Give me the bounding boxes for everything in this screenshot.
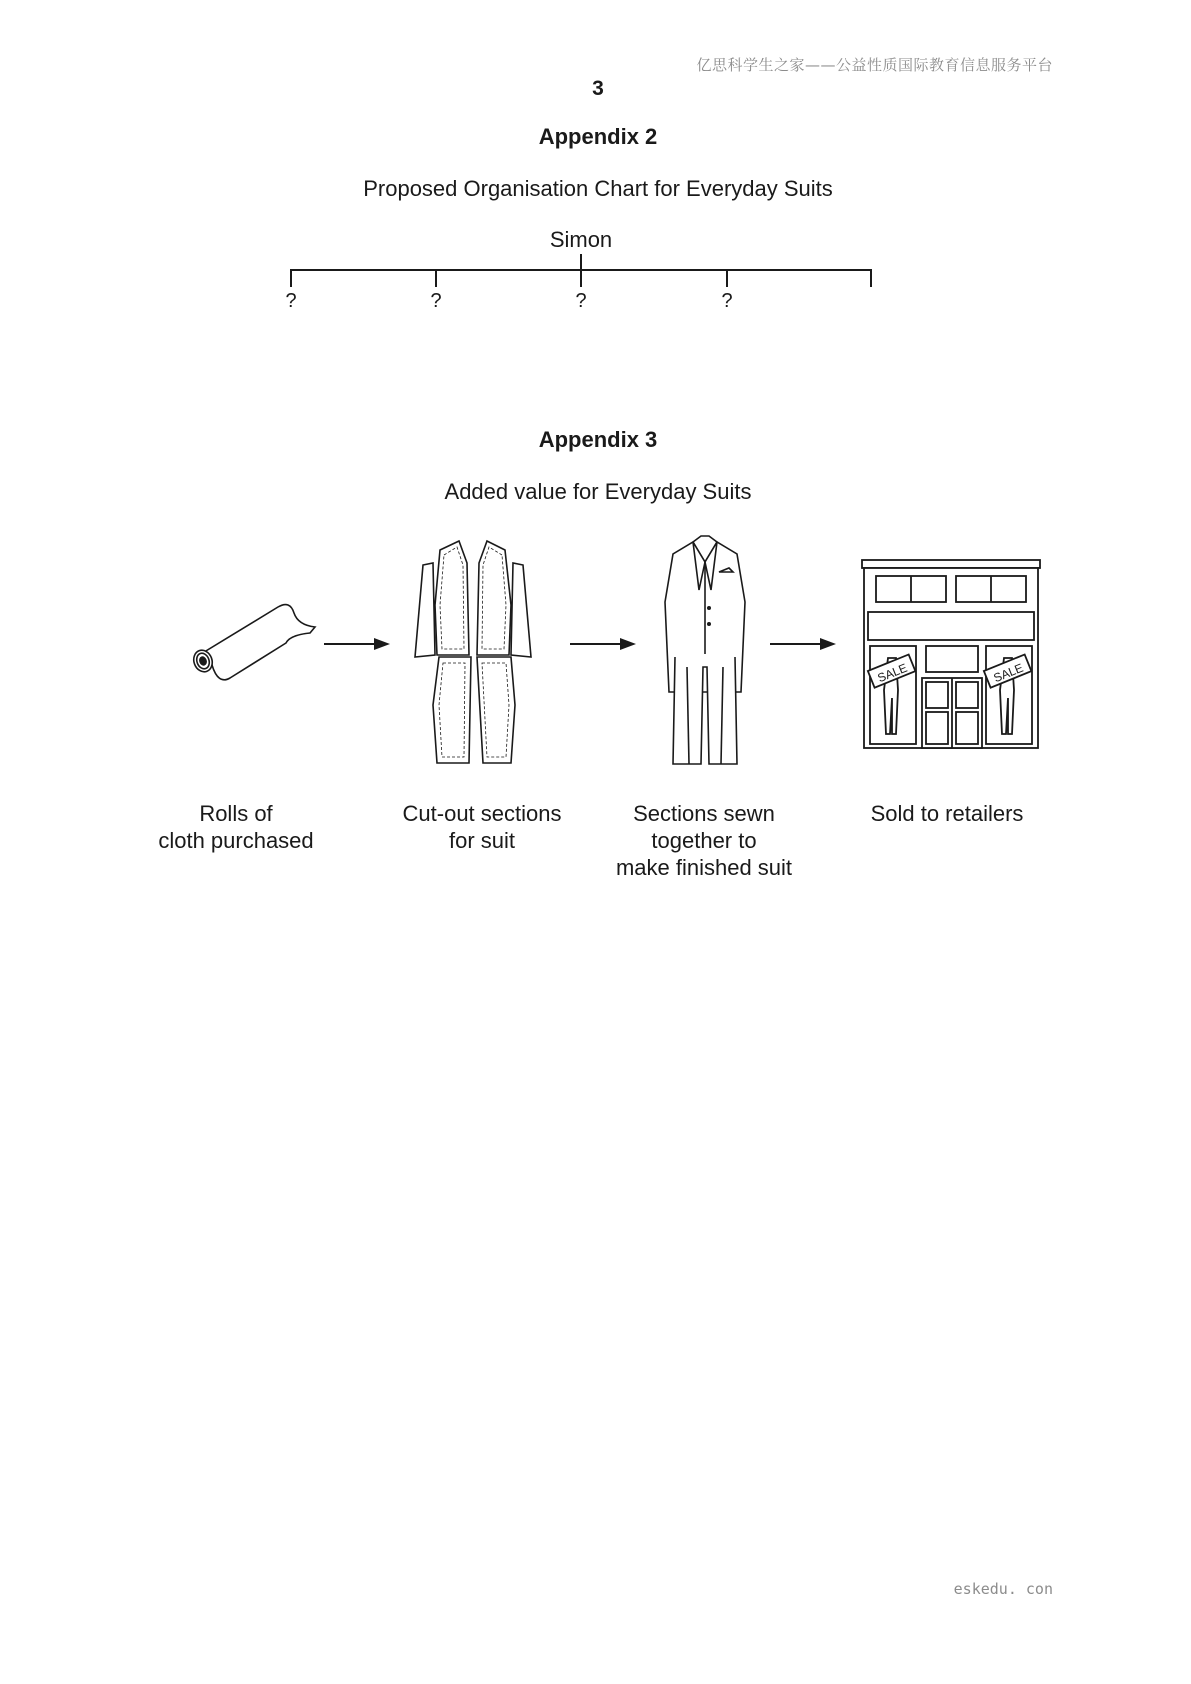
org-chart-subtitle: Proposed Organisation Chart for Everyday Suits (363, 176, 833, 201)
org-chart-sub-node: ? (285, 290, 297, 312)
page-number: 3 (592, 77, 604, 100)
stage-caption-sewn (594, 800, 814, 881)
shop-sign-right: SALE (991, 660, 1026, 686)
stage-caption-retailers (847, 800, 1047, 827)
caption-line: Cut-out sections (402, 801, 562, 826)
shop-sign-left: SALE (875, 660, 910, 686)
caption-line: together to (651, 828, 757, 853)
appendix-2-title: Appendix 2 (538, 124, 658, 149)
stage-caption-cut-out (382, 800, 582, 854)
arrow-right-icon (324, 636, 394, 652)
footer-site-text: eskedu. con (953, 1580, 1053, 1598)
caption-line: Sold to retailers (870, 801, 1024, 826)
org-chart-sub-node: ? (575, 290, 587, 312)
caption-line: cloth purchased (158, 828, 314, 853)
arrow-right-icon (770, 636, 840, 652)
org-chart-top-node: Simon (549, 227, 613, 252)
added-value-subtitle: Added value for Everyday Suits (444, 479, 752, 504)
finished-suit-icon (655, 532, 755, 767)
appendix-3-title: Appendix 3 (538, 427, 658, 452)
caption-line: make finished suit (615, 855, 793, 880)
caption-line: for suit (448, 828, 516, 853)
stage-caption-cloth (136, 800, 336, 854)
arrow-right-icon (570, 636, 640, 652)
org-chart-sub-node: ? (430, 290, 442, 312)
suit-pattern-icon (407, 535, 557, 765)
cloth-roll-icon (190, 595, 330, 685)
org-chart-sub-node: ? (721, 290, 733, 312)
watermark-text: 亿思科学生之家——公益性质国际教育信息服务平台 (696, 56, 1053, 74)
caption-line: Rolls of (199, 801, 273, 826)
caption-line: Sections sewn (633, 801, 775, 826)
shop-icon (862, 558, 1042, 753)
